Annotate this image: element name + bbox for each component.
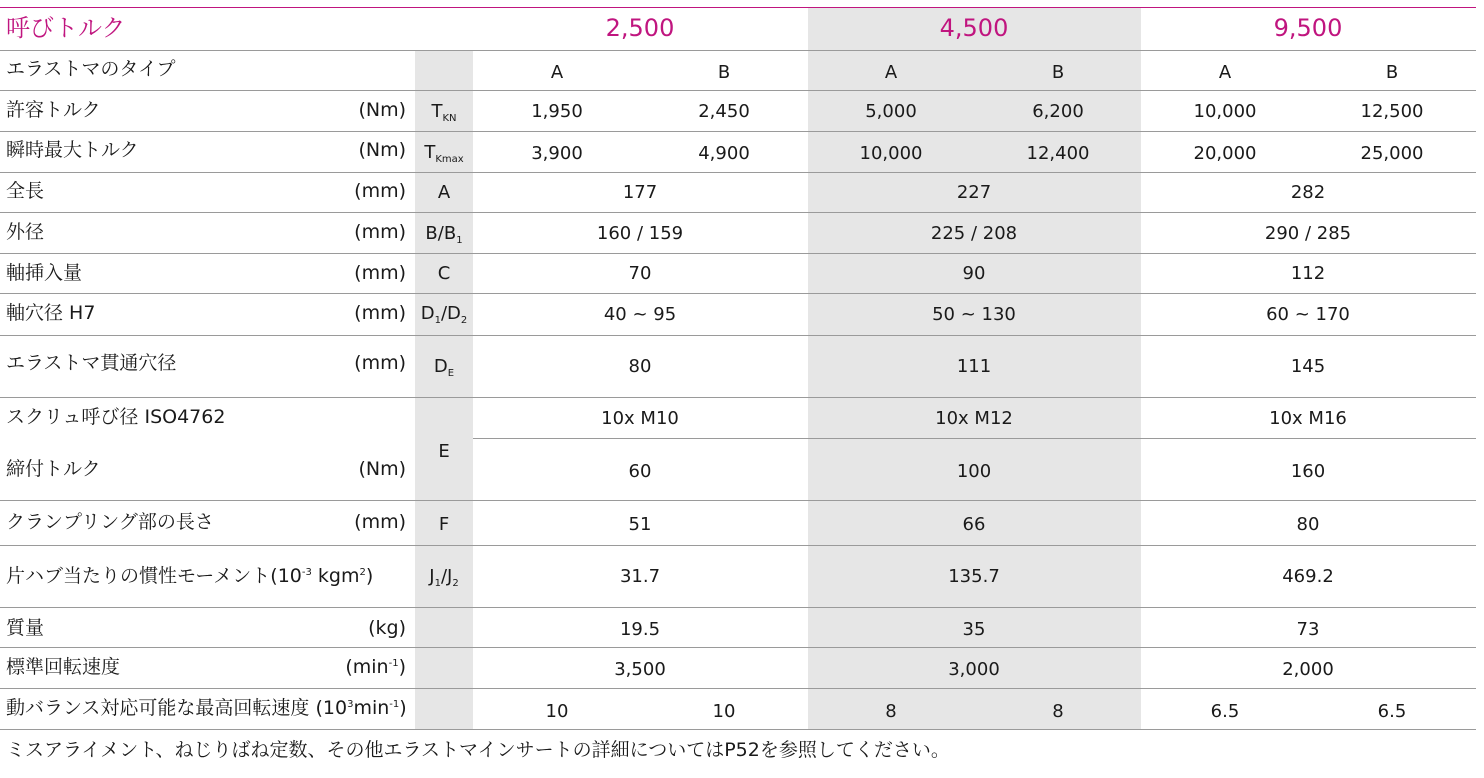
- cell: 51: [628, 514, 652, 535]
- cell: 10x M10: [601, 408, 679, 429]
- cell: 12,500: [1360, 101, 1424, 122]
- cell: 40 ~ 95: [603, 304, 677, 325]
- cell: 3,500: [614, 659, 666, 680]
- row-label: エラストマ貫通穴径: [6, 352, 177, 374]
- cell: 225 / 208: [930, 223, 1018, 244]
- cell: 90: [962, 263, 986, 284]
- cell: 3,900: [531, 143, 583, 164]
- cell: A: [550, 62, 564, 83]
- footnote: ミスアライメント、ねじりばね定数、その他エラストマインサートの詳細についてはP52を参照してください。: [6, 739, 950, 761]
- bottom-rule: [0, 729, 1476, 730]
- row-symbol: E: [438, 441, 450, 462]
- size-9500-header: 9,500: [1273, 14, 1343, 42]
- row-unit: (Nm): [358, 458, 406, 480]
- cell: 112: [1290, 263, 1326, 284]
- cell: 35: [962, 619, 986, 640]
- cell: 5,000: [865, 101, 917, 122]
- cell: A: [884, 62, 898, 83]
- cell: 469.2: [1282, 566, 1334, 587]
- cell: 6,200: [1032, 101, 1084, 122]
- row-rule: [0, 253, 1476, 254]
- row-label: スクリュ呼び径 ISO4762: [6, 406, 226, 428]
- row-label: 動バランス対応可能な最高回転速度 $(10^3\min^{-1})$: [6, 697, 407, 719]
- cell: 10,000: [1193, 101, 1257, 122]
- cell: 10x M12: [935, 408, 1013, 429]
- cell: 20,000: [1193, 143, 1257, 164]
- row-rule: [0, 335, 1476, 336]
- cell: 227: [956, 182, 992, 203]
- cell: 70: [628, 263, 652, 284]
- row-symbol: C: [437, 263, 451, 284]
- row-rule: [0, 647, 1476, 648]
- row-unit: (mm): [354, 352, 406, 374]
- cell: 177: [622, 182, 658, 203]
- cell: 2,450: [698, 101, 750, 122]
- row-label: 標準回転速度: [6, 656, 121, 678]
- size-4500-header: 4,500: [939, 14, 1009, 42]
- cell: 8: [885, 701, 897, 722]
- row-unit: (mm): [354, 511, 406, 533]
- cell: 10: [545, 701, 569, 722]
- cell: 6.5: [1210, 701, 1240, 722]
- row-symbol: $J_1/J_2$: [429, 566, 459, 589]
- row-unit: (mm): [354, 221, 406, 243]
- row-rule: [0, 50, 1476, 51]
- row-label: 許容トルク: [6, 99, 101, 121]
- cell: 12,400: [1026, 143, 1090, 164]
- cell: 6.5: [1377, 701, 1407, 722]
- cell: B: [1051, 62, 1065, 83]
- row-symbol: $D_1/D_2$: [420, 303, 468, 326]
- cell: 3,000: [948, 659, 1000, 680]
- top-rule: [0, 7, 1476, 8]
- row-rule: [0, 688, 1476, 689]
- cell: 135.7: [948, 566, 1000, 587]
- nominal-torque-label: 呼びトルク: [6, 14, 126, 42]
- row-symbol: $B/B_1$: [425, 223, 463, 246]
- row-rule: [0, 212, 1476, 213]
- row-rule: [473, 438, 1476, 439]
- row-symbol: $T_{Kmax}$: [424, 142, 464, 165]
- cell: 31.7: [619, 566, 661, 587]
- row-rule: [0, 90, 1476, 91]
- cell: 290 / 285: [1264, 223, 1352, 244]
- cell: 8: [1052, 701, 1064, 722]
- row-label: クランプリング部の長さ: [6, 511, 214, 533]
- row-label: 軸挿入量: [6, 262, 83, 284]
- row-rule: [0, 131, 1476, 132]
- cell: 10: [712, 701, 736, 722]
- row-unit: (mm): [354, 180, 406, 202]
- row-unit: (Nm): [358, 139, 406, 161]
- row-symbol: $D_E$: [433, 356, 455, 379]
- cell: 282: [1290, 182, 1326, 203]
- cell: 145: [1290, 356, 1326, 377]
- cell: 4,900: [698, 143, 750, 164]
- row-label: 外径: [6, 221, 45, 243]
- row-rule: [0, 607, 1476, 608]
- cell: 50 ~ 130: [932, 304, 1016, 325]
- row-unit: (Nm): [358, 99, 406, 121]
- cell: 60 ~ 170: [1266, 304, 1350, 325]
- cell: 19.5: [619, 619, 661, 640]
- cell: 60: [628, 461, 652, 482]
- row-label: 質量: [6, 617, 45, 639]
- row-label: 締付トルク: [6, 458, 101, 480]
- cell: 10x M16: [1269, 408, 1347, 429]
- cell: 66: [962, 514, 986, 535]
- cell: 73: [1296, 619, 1320, 640]
- cell: 100: [956, 461, 992, 482]
- cell: A: [1218, 62, 1232, 83]
- row-symbol: A: [437, 182, 451, 203]
- row-rule: [0, 500, 1476, 501]
- cell: 80: [628, 356, 652, 377]
- row-rule: [0, 293, 1476, 294]
- row-label: 瞬時最大トルク: [6, 139, 139, 161]
- cell: 80: [1296, 514, 1320, 535]
- row-unit: $(\min^{-1})$: [345, 656, 406, 678]
- row-rule: [0, 172, 1476, 173]
- cell: 111: [956, 356, 992, 377]
- row-unit: (kg): [368, 617, 406, 639]
- cell: 10,000: [859, 143, 923, 164]
- cell: 2,000: [1282, 659, 1334, 680]
- row-unit: (mm): [354, 302, 406, 324]
- row-symbol: F: [438, 514, 450, 535]
- row-label: 全長: [6, 180, 45, 202]
- row-symbol: $T_{KN}$: [431, 101, 457, 124]
- row-label: 片ハブ当たりの慣性モーメント($10^{-3}$ kgm$^2$): [6, 565, 374, 587]
- row-unit: (mm): [354, 262, 406, 284]
- cell: 25,000: [1360, 143, 1424, 164]
- row-label: 軸穴径 H7: [6, 302, 96, 324]
- cell: B: [717, 62, 731, 83]
- cell: 160 / 159: [596, 223, 684, 244]
- cell: 160: [1290, 461, 1326, 482]
- row-rule: [0, 397, 1476, 398]
- row-rule: [0, 545, 1476, 546]
- cell: B: [1385, 62, 1399, 83]
- row-label: エラストマのタイプ: [6, 58, 176, 80]
- size-2500-header: 2,500: [605, 14, 675, 42]
- cell: 1,950: [531, 101, 583, 122]
